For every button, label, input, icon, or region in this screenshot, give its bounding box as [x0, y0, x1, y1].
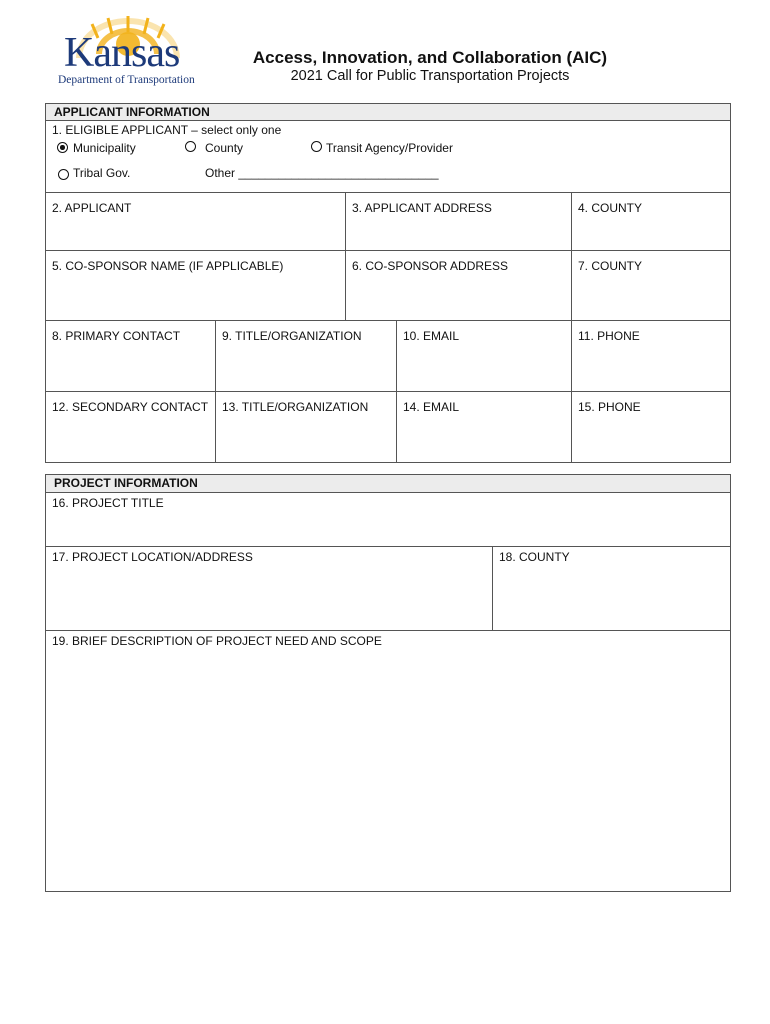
radio-county-label: County: [205, 141, 244, 155]
kdot-logo: [56, 14, 195, 88]
logo-wordmark: Kansas: [64, 30, 180, 76]
radio-tribal[interactable]: [58, 169, 69, 180]
field-secondary-contact[interactable]: 12. SECONDARY CONTACT: [52, 400, 209, 414]
radio-county[interactable]: [185, 141, 196, 152]
field-phone-15[interactable]: 15. PHONE: [578, 400, 641, 414]
radio-tribal-label: Tribal Gov.: [73, 166, 131, 180]
page-title: Access, Innovation, and Collaboration (AIC): [252, 48, 608, 67]
logo-department: Department of Transportation: [58, 74, 195, 86]
field-phone-11[interactable]: 11. PHONE: [578, 329, 640, 343]
field-project-location[interactable]: 17. PROJECT LOCATION/ADDRESS: [52, 550, 253, 564]
applicant-section-heading: APPLICANT INFORMATION: [46, 104, 730, 121]
field-applicant-address[interactable]: 3. APPLICANT ADDRESS: [352, 201, 492, 215]
field-county-7[interactable]: 7. COUNTY: [578, 259, 643, 273]
other-field[interactable]: Other ______________________________: [205, 166, 439, 180]
radio-transit[interactable]: [311, 141, 322, 152]
field-title-org-13[interactable]: 13. TITLE/ORGANIZATION: [222, 400, 369, 414]
eligible-applicant-label: 1. ELIGIBLE APPLICANT – select only one: [52, 123, 282, 137]
field-county-4[interactable]: 4. COUNTY: [578, 201, 643, 215]
field-title-org-9[interactable]: 9. TITLE/ORGANIZATION: [222, 329, 362, 343]
field-email-10[interactable]: 10. EMAIL: [403, 329, 460, 343]
page-subtitle: 2021 Call for Public Transportation Projects: [290, 68, 570, 84]
radio-municipality-label: Municipality: [73, 141, 136, 155]
field-county-18[interactable]: 18. COUNTY: [499, 550, 570, 564]
field-cosponsor-address[interactable]: 6. CO-SPONSOR ADDRESS: [352, 259, 509, 273]
project-section-heading: PROJECT INFORMATION: [46, 475, 730, 493]
field-primary-contact[interactable]: 8. PRIMARY CONTACT: [52, 329, 181, 343]
field-cosponsor-name[interactable]: 5. CO-SPONSOR NAME (IF APPLICABLE): [52, 259, 284, 273]
field-project-title[interactable]: 16. PROJECT TITLE: [52, 496, 164, 510]
radio-transit-label: Transit Agency/Provider: [326, 141, 453, 155]
field-applicant[interactable]: 2. APPLICANT: [52, 201, 132, 215]
field-email-14[interactable]: 14. EMAIL: [403, 400, 460, 414]
radio-municipality[interactable]: [57, 142, 68, 153]
field-project-description[interactable]: 19. BRIEF DESCRIPTION OF PROJECT NEED AND SCOPE: [52, 634, 382, 648]
